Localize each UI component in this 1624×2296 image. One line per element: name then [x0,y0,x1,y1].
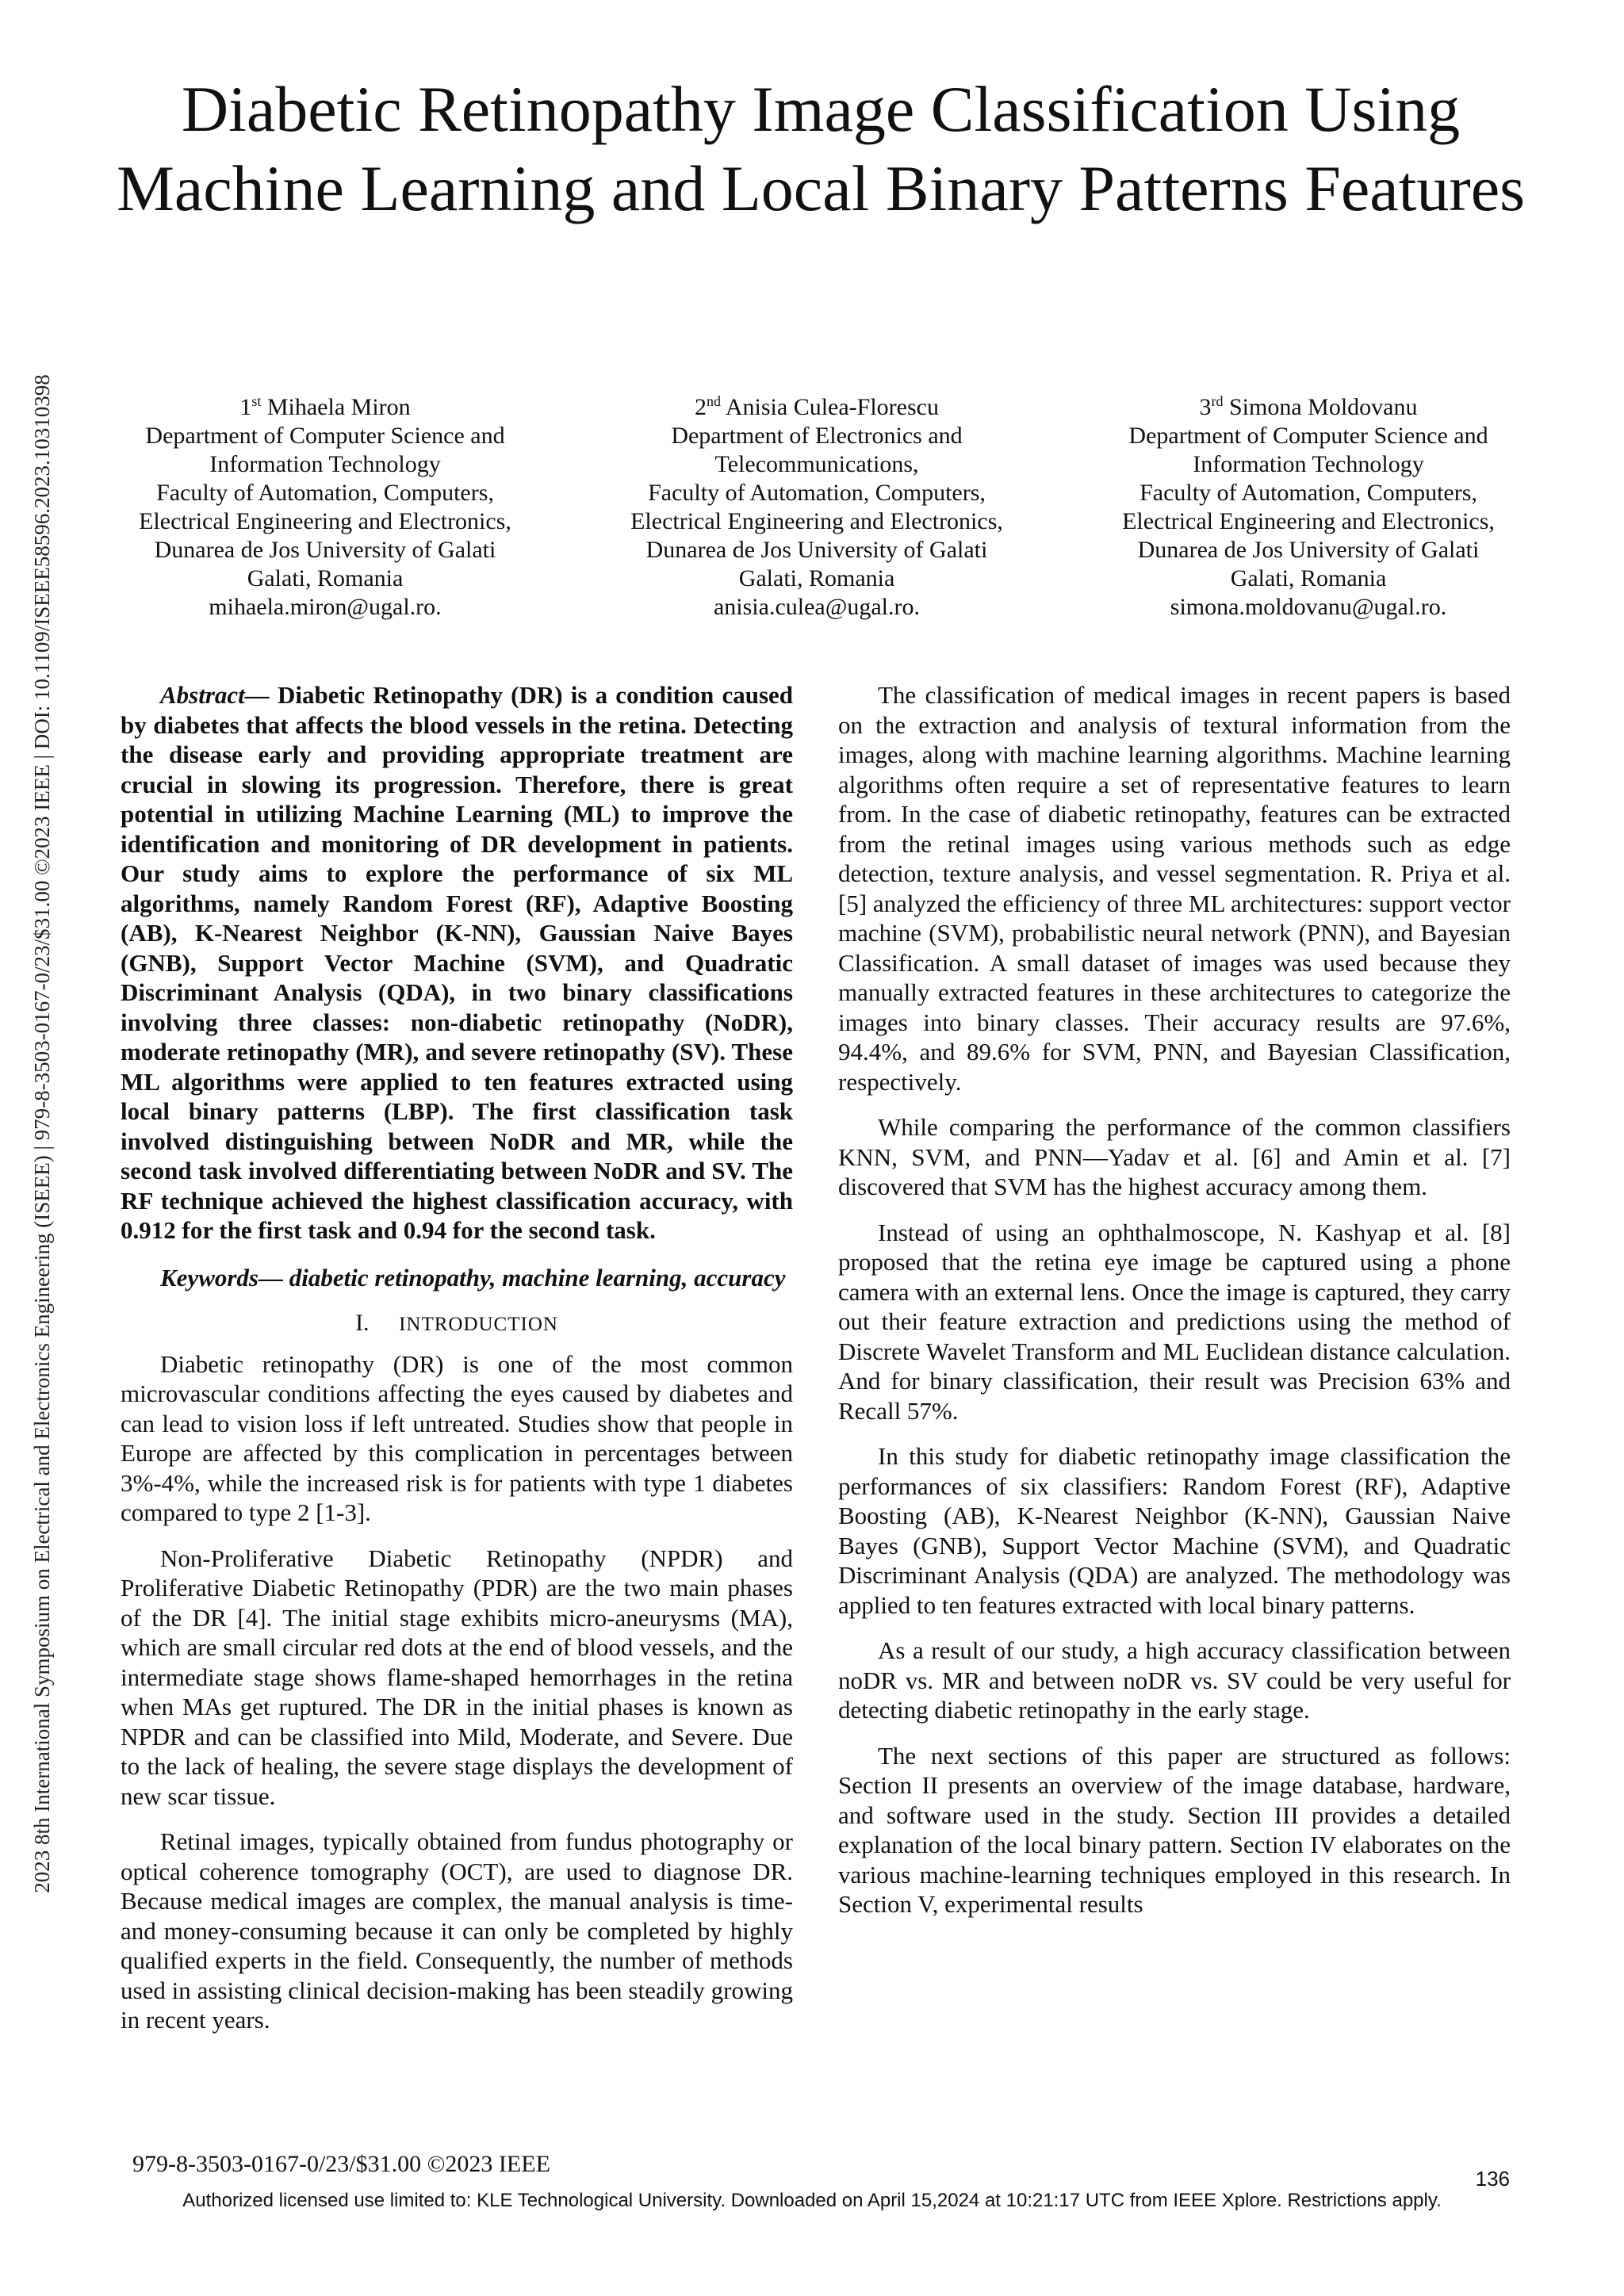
author-faculty: Faculty of Automation, Computers, [1139,480,1477,506]
author-dept: Information Technology [209,451,441,477]
abstract [121,680,793,1246]
author-name-line: 2nd Anisia Culea-Florescu [695,393,939,420]
author-university: Dunarea de Jos University of Galati [645,537,988,563]
paragraph: As a result of our study, a high accuracy classification between noDR vs. MR and between noDR vs. SV could be very useful for detecting diabetic retinopathy in the early stage. [838,1636,1511,1724]
author-dept: Telecommunications, [714,451,919,477]
paragraph: Instead of using an ophthalmoscope, N. Kashyap et al. [8] proposed that the retina eye image be captured using a phone camera with an external lens. Once the image is captured, they carry out their feature extraction and predictions using the method of Discrete Wavelet Transform and ML Euclidean distance calculation. And for binary classification, their result was Precision 63% and Recall 57%. [838,1218,1511,1425]
author-city: Galati, Romania [738,565,895,591]
author-1 [119,387,531,622]
author-name: Simona Moldovanu [1229,394,1418,420]
section-heading: I. INTRODUCTION [355,1310,558,1336]
author-faculty: Electrical Engineering and Electronics, [139,508,511,534]
right-column [838,680,1511,1935]
author-email: anisia.culea@ugal.ro. [713,594,921,620]
keywords: Keywords— diabetic retinopathy, machine learning, accuracy [160,1263,786,1292]
author-faculty: Electrical Engineering and Electronics, [630,508,1003,534]
author-city: Galati, Romania [1230,565,1387,591]
paragraph: The classification of medical images in recent papers is based on the extraction and analysis of textural information from the images, along with machine learning algorithms. Machine learning algorithms often require a set of representative features to learn from. In the case of diabetic retinopathy, features can be extracted from the retinal images using various methods such as edge detection, texture analysis, and vessel segmentation. R. Priya et al. [5] analyzed the efficiency of three ML architectures: support vector machine (SVM), probabilistic neural network (PNN), and Bayesian Classification. A small dataset of images was used because they manually extracted features in these architectures to categorize the images into binary classes. Their accuracy results are 97.6%, 94.4%, and 89.6% for SVM, PNN, and Bayesian Classification, respectively. [838,681,1511,1096]
author-block [119,387,1515,622]
author-faculty: Electrical Engineering and Electronics, [1122,508,1495,534]
paragraph: Non-Proliferative Diabetic Retinopathy (NPDR) and Proliferative Diabetic Retinopathy (PDR) are the two main phases of the DR [4]. The initial stage exhibits micro-aneurysms (MA), which are small circular red dots at the end of blood vessels, and the intermediate stage shows flame-shaped hemorrhages in the retina when MAs get ruptured. The DR in the initial phases is known as NPDR and can be classified into Mild, Moderate, and Severe. Due to the lack of healing, the severe stage displays the development of new scar tissue. [121,1544,793,1810]
doi-sidebar: 2023 8th International Symposium on Electrical and Electronics Engineering (ISEEE) | 979-8-3503-0167-0/23/$31.00 ©2023 IEEE | DOI: 10.1109/ISEEE58596.2023.10310398 [30,374,54,1893]
author-name-line: 3rd Simona Moldovanu [1199,393,1418,420]
author-name: Anisia Culea-Florescu [725,394,939,420]
paragraph: While comparing the performance of the common classifiers KNN, SVM, and PNN—Yadav et al. [6] and Amin et al. [7] discovered that SVM has the highest accuracy among them. [838,1113,1511,1200]
author-city: Galati, Romania [247,565,404,591]
paragraph: Retinal images, typically obtained from fundus photography or optical coherence tomography (OCT), are used to diagnose DR. Because medical images are complex, the manual analysis is time- and money-consuming because it can only be completed by highly qualified experts in the field. Consequently, the number of methods used in assisting clinical decision-making has been steadily growing in recent years. [121,1827,793,2034]
paragraph: In this study for diabetic retinopathy image classification the performances of six classifiers: Random Forest (RF), Adaptive Boosting (AB), K-Nearest Neighbor (K-NN), Gaussian Naive Bayes (GNB), Support Vector Machine (SVM), and Quadratic Discriminant Analysis (QDA) are analyzed. The methodology was applied to ten features extracted with local binary patterns. [838,1442,1511,1619]
abstract-label: Abstract— [160,681,270,709]
paragraph: Diabetic retinopathy (DR) is one of the most common microvascular conditions affecting the eyes caused by diabetes and can lead to vision loss if left untreated. Studies show that people in Europe are affected by this complication in percentages between 3%-4%, while the increased risk is for patients with type 1 diabetes compared to type 2 [1-3]. [121,1349,793,1526]
page-number: 136 [1475,2167,1510,2191]
left-column [121,680,793,2051]
author-university: Dunarea de Jos University of Galati [154,537,496,563]
author-name: Mihaela Miron [266,394,411,420]
license-notice: Authorized licensed use limited to: KLE Technological University. Downloaded on April 15,2024 at 10:21:17 UTC from IEEE Xplore. Restrictions apply. [182,2190,1442,2211]
abstract-text: Diabetic Retinopathy (DR) is a condition caused by diabetes that affects the blood vessels in the retina. Detecting the disease early and providing appropriate treatment are crucial in slowing its progression. Therefore, there is great potential in utilizing Machine Learning (ML) to improve the identification and monitoring of DR development in patients. Our study aims to explore the performance of six ML algorithms, namely Random Forest (RF), Adaptive Boosting (AB), K-Nearest Neighbor (K-NN), Gaussian Naive Bayes (GNB), Support Vector Machine (SVM), and Quadratic Discriminant Analysis (QDA), in two binary classifications involving three classes: non-diabetic retinopathy (NoDR), moderate retinopathy (MR), and severe retinopathy (SV). These ML algorithms were applied to ten features extracted using local binary patterns (LBP). The first classification task involved distinguishing between NoDR and MR, while the second task involved differentiating between NoDR and SV. The RF technique achieved the highest classification accuracy, with 0.912 for the first task and 0.94 for the second task. [121,681,794,1244]
footer-isbn: 979-8-3503-0167-0/23/$31.00 ©2023 IEEE [132,2151,550,2177]
author-email: mihaela.miron@ugal.ro. [209,594,442,620]
author-name-line: 1st Mihaela Miron [239,393,411,420]
author-2 [611,387,1023,622]
author-3 [1102,387,1515,622]
paragraph: The next sections of this paper are structured as follows: Section II presents an overview of the image database, hardware, and software used in the study. Section III provides a detailed explanation of the local binary pattern. Section IV elaborates on the various machine-learning techniques employed in this research. In Section V, experimental results [838,1741,1511,1918]
author-faculty: Faculty of Automation, Computers, [156,480,494,506]
paper-title: Diabetic Retinopathy Image Classification Using Machine Learning and Local Binary Patterns Features [116,73,1526,224]
author-dept: Department of Computer Science and [1128,423,1488,449]
author-university: Dunarea de Jos University of Galati [1137,537,1480,563]
author-faculty: Faculty of Automation, Computers, [648,480,986,506]
author-dept: Information Technology [1193,451,1424,477]
author-email: simona.moldovanu@ugal.ro. [1170,594,1447,620]
author-dept: Department of Electronics and [671,423,963,449]
author-dept: Department of Computer Science and [145,423,505,449]
